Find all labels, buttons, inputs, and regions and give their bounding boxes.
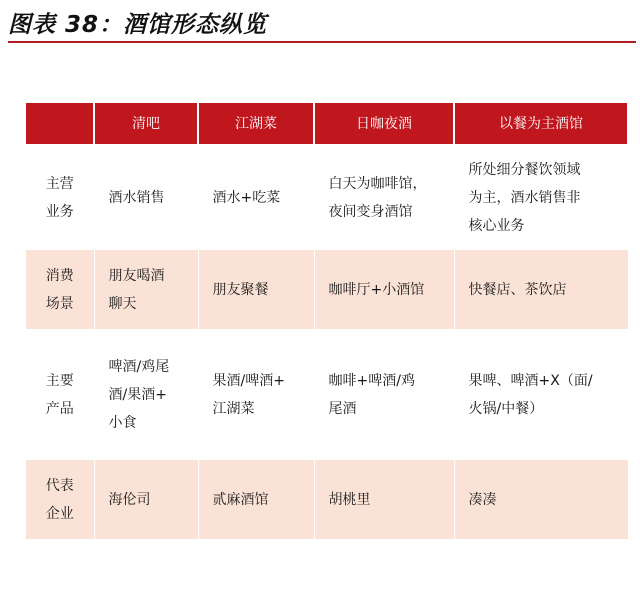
table-cell: [314, 460, 454, 540]
cell-line: 果啤、啤酒+X（面/: [468, 372, 593, 389]
cell-line: 海伦司: [108, 491, 151, 508]
cell-line: 酒/果酒+: [108, 386, 167, 403]
cell-line: 快餐店、茶饮店: [468, 281, 567, 298]
table-cell: [454, 330, 628, 460]
cell-line: 咖啡+啤酒/鸡: [328, 372, 415, 389]
cell-line: 朋友聚餐: [212, 281, 269, 298]
cell-line: 聊天: [108, 295, 137, 312]
cell-line: 为主，酒水销售非: [468, 190, 581, 206]
table-cell: [94, 330, 198, 460]
table-cell: [198, 460, 314, 540]
cell-line: 小食: [108, 414, 137, 431]
cell-line: 酒水+吃菜: [212, 190, 281, 206]
table-row-consumption-scene: [26, 250, 628, 330]
cell-line: 贰麻酒馆: [212, 491, 269, 508]
cell-line: 江湖菜: [212, 400, 255, 417]
bar-format-table: [26, 103, 629, 540]
row-label-line: 主要: [45, 372, 74, 389]
cell-line: 所处细分餐饮领域: [468, 162, 581, 178]
table-cell: [454, 250, 628, 330]
table-cell: [94, 460, 198, 540]
cell-line: 朋友喝酒: [108, 267, 165, 284]
cell-line: 果酒/啤酒+: [212, 372, 285, 389]
title-divider: [8, 41, 636, 43]
table-cell: [454, 146, 628, 250]
table-cell: [94, 250, 198, 330]
row-label-line: 业务: [45, 204, 74, 220]
table-cell: [198, 146, 314, 250]
table-cell: [198, 250, 314, 330]
table-cell: [94, 146, 198, 250]
table-cell: [314, 250, 454, 330]
row-label-line: 代表: [45, 477, 74, 494]
table-header-row: [26, 103, 628, 146]
cell-line: 火锅/中餐）: [468, 400, 544, 417]
header-rikayejiu: 日咖夜酒: [314, 103, 454, 146]
cell-line: 核心业务: [468, 218, 525, 234]
cell-line: 尾酒: [328, 400, 357, 417]
cell-line: 夜间变身酒馆: [328, 204, 413, 220]
row-label: [26, 460, 94, 540]
cell-line: 酒水销售: [108, 190, 165, 206]
row-label-line: 主营: [45, 176, 74, 192]
figure-title: 图表 38：酒馆形态纵览: [8, 12, 268, 38]
header-jianghucai: 江湖菜: [198, 103, 314, 146]
row-label-line: 消费: [45, 267, 74, 284]
table-cell: [314, 146, 454, 250]
header-yicanweizhu: 以餐为主酒馆: [454, 103, 628, 146]
header-corner: [26, 103, 94, 146]
row-label-line: 企业: [45, 505, 74, 522]
cell-line: 咖啡厅+小酒馆: [328, 281, 425, 298]
cell-line: 凑凑: [468, 491, 497, 508]
row-label: [26, 330, 94, 460]
row-label-line: 场景: [45, 295, 74, 312]
table-row-representative: [26, 460, 628, 540]
table-row-main-business: [26, 146, 628, 250]
cell-line: 啤酒/鸡尾: [108, 358, 170, 375]
table-row-main-products: [26, 330, 628, 460]
row-label-line: 产品: [45, 400, 74, 417]
row-label: [26, 250, 94, 330]
table-cell: [198, 330, 314, 460]
header-qingba: 清吧: [94, 103, 198, 146]
cell-line: 胡桃里: [328, 491, 371, 508]
cell-line: 白天为咖啡馆，: [328, 176, 427, 192]
row-label: [26, 146, 94, 250]
table-cell: [314, 330, 454, 460]
table-cell: [454, 460, 628, 540]
